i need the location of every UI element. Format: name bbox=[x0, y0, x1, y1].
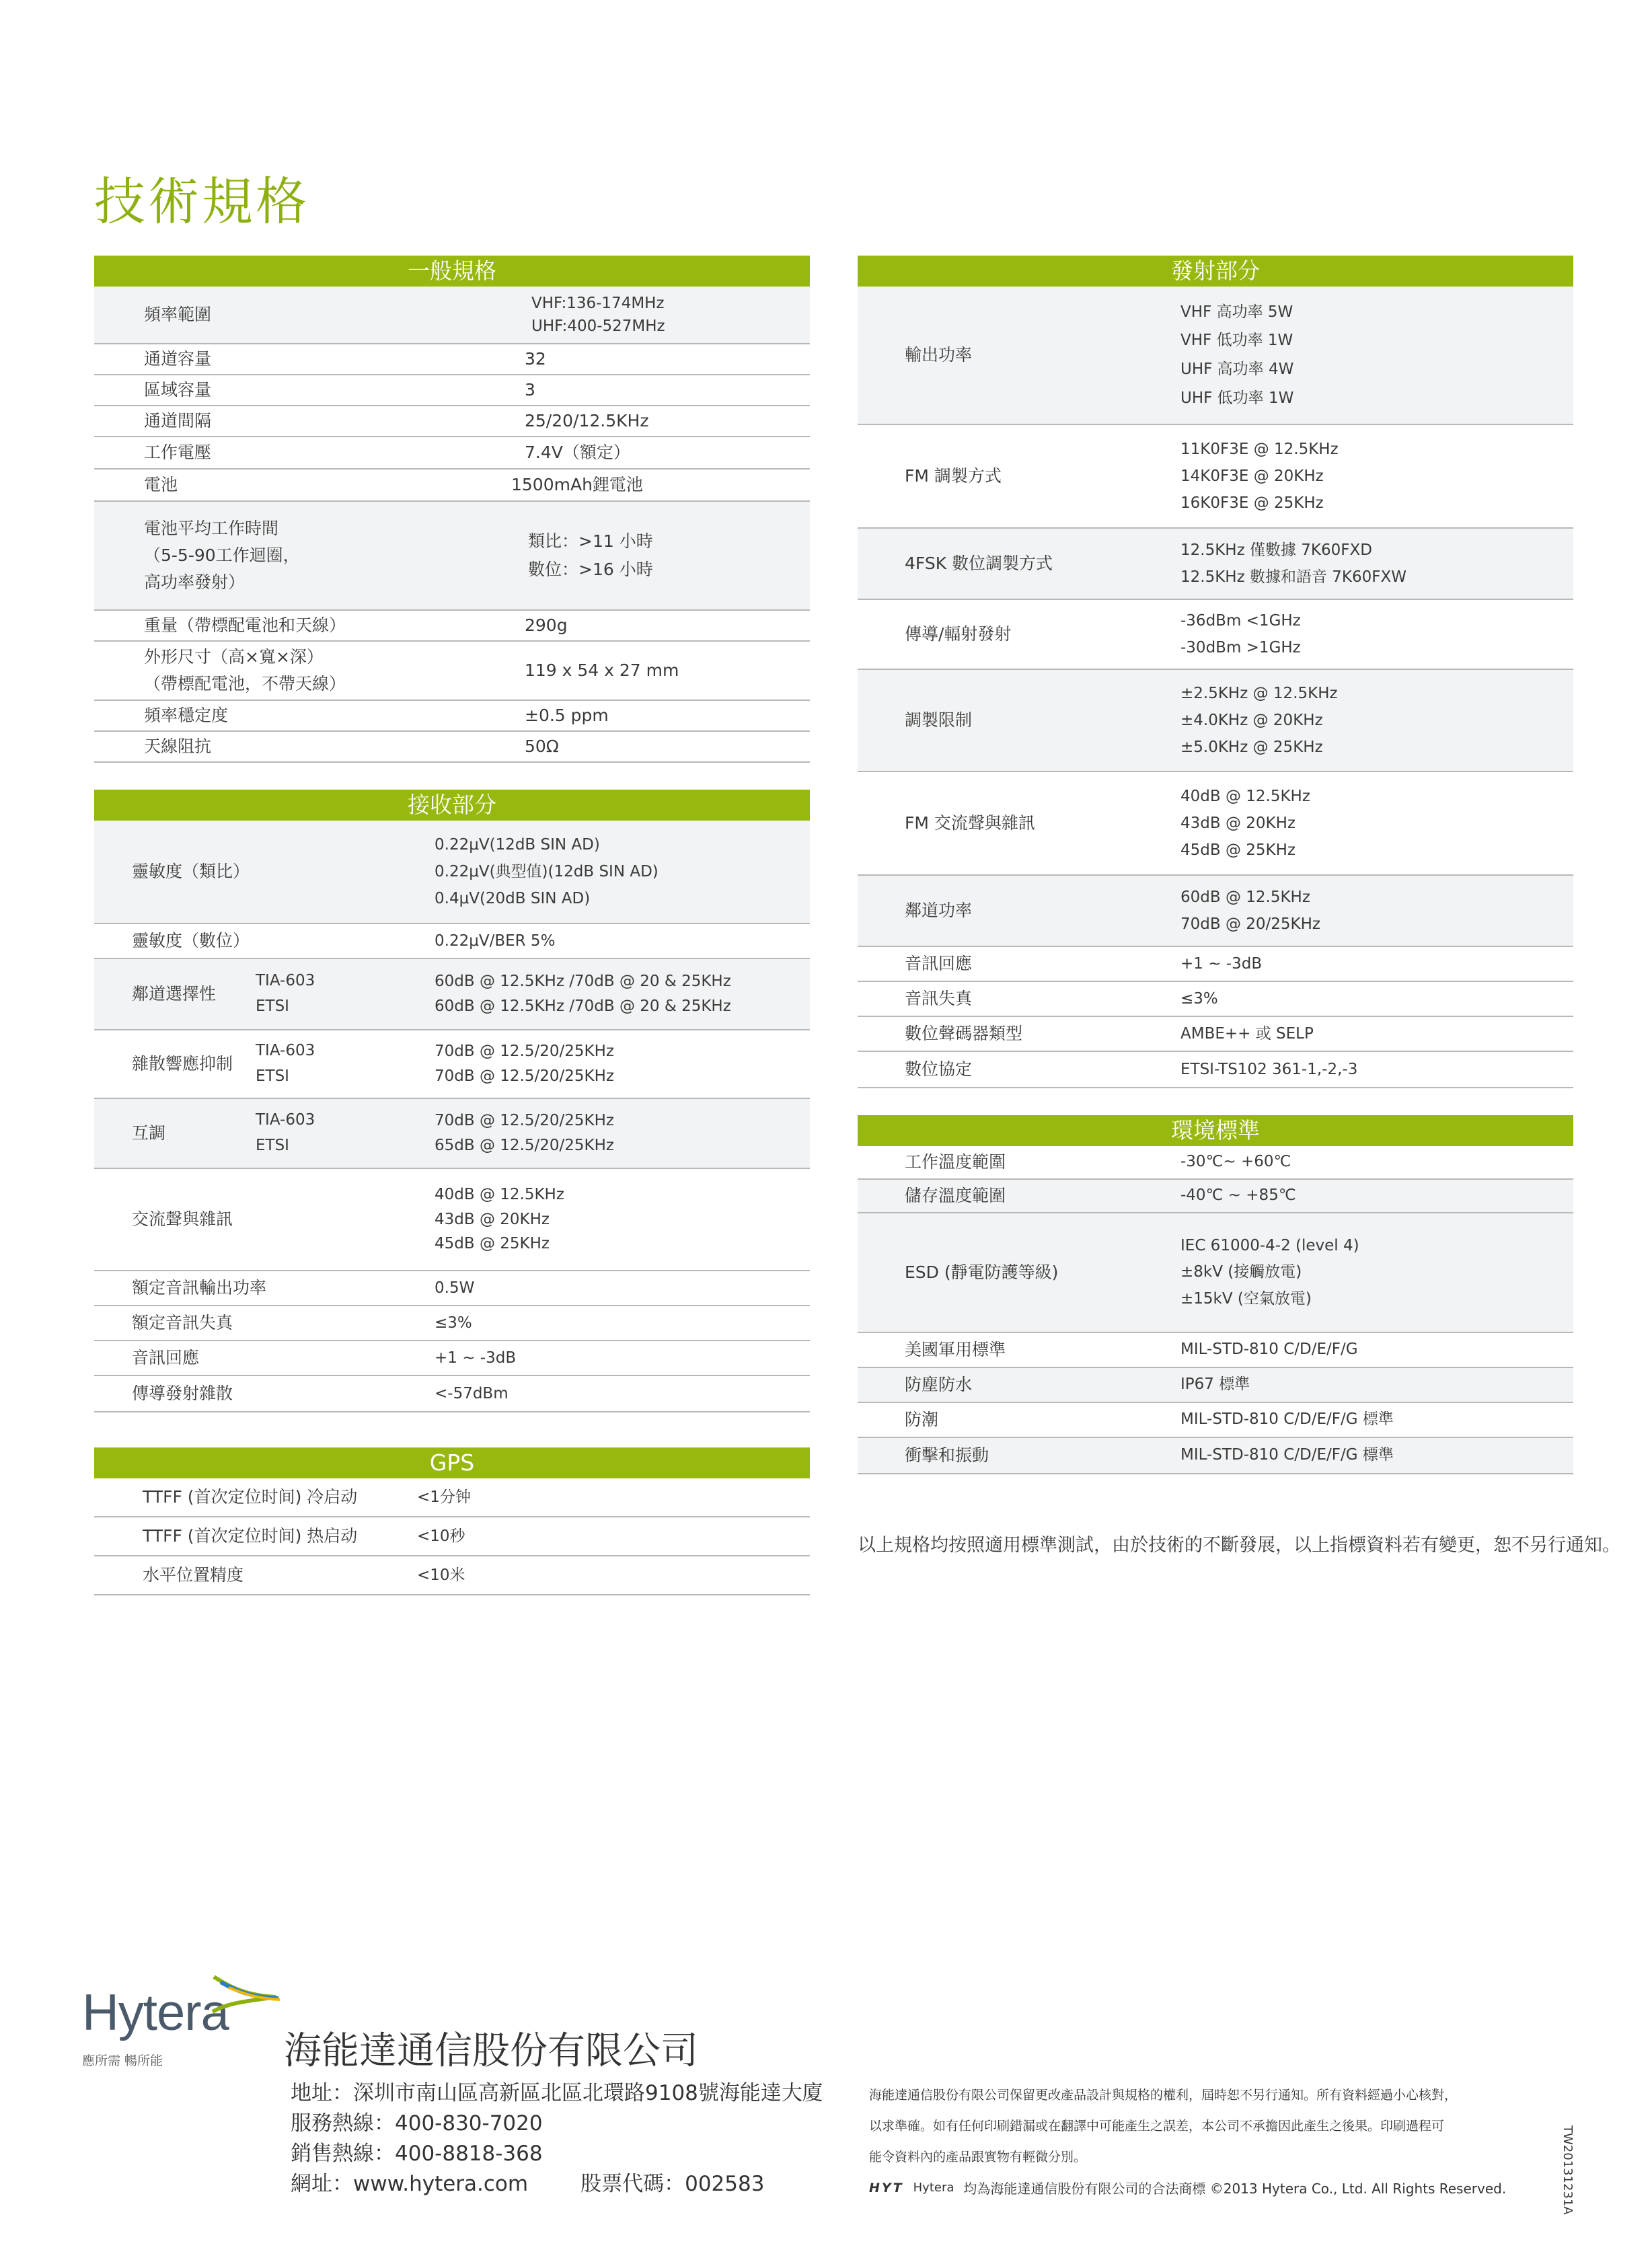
spec-label-line: 美國軍用標準 bbox=[905, 1340, 1006, 1359]
gps-spec-row bbox=[94, 1478, 810, 1517]
spec-values bbox=[435, 969, 731, 1019]
spec-label-line: 額定音訊輸出功率 bbox=[132, 1278, 267, 1297]
spec-label bbox=[858, 1056, 1180, 1083]
environment-spec-section bbox=[858, 1115, 1573, 1474]
brand-name: Hytera bbox=[82, 1984, 229, 2041]
spec-values bbox=[1180, 298, 1293, 412]
receiver-spec-row bbox=[94, 924, 810, 959]
service-hotline: 服務熱線：400-830-7020 bbox=[291, 2111, 543, 2136]
spec-value-line: VHF 低功率 1W bbox=[1180, 332, 1293, 350]
spec-values bbox=[435, 1276, 474, 1301]
sales-hotline: 銷售熱線：400-8818-368 bbox=[291, 2142, 543, 2166]
spec-label-line: 頻率穩定度 bbox=[144, 706, 229, 725]
receiver-spec-row bbox=[94, 1169, 810, 1271]
spec-value-line: 16K0F3E @ 25KHz bbox=[1180, 494, 1324, 513]
transmitter-spec-row bbox=[858, 982, 1573, 1017]
spec-value-line: 0.22μV/BER 5% bbox=[435, 932, 556, 950]
gps-spec-row bbox=[94, 1556, 810, 1595]
spec-value-line: 70dB @ 12.5/20/25KHz bbox=[435, 1043, 614, 1061]
spec-label-line: 傳導發射雜散 bbox=[132, 1384, 233, 1403]
trademark-line bbox=[869, 2178, 1506, 2197]
spec-values bbox=[417, 1485, 471, 1510]
spec-label-line: 工作電壓 bbox=[144, 443, 212, 462]
spec-label bbox=[94, 733, 525, 760]
transmitter-spec-row bbox=[858, 600, 1573, 670]
receiver-spec-row bbox=[94, 1376, 810, 1412]
spec-value-line: 7.4V（額定） bbox=[525, 442, 630, 462]
spec-label bbox=[94, 1120, 256, 1147]
legal-line-2: 以求準確。如有任何印刷錯漏或在翻譯中可能產生之誤差，本公司不承擔因此產生之後果。印刷過程可 bbox=[869, 2119, 1445, 2134]
stock-code: 股票代碼：002583 bbox=[580, 2172, 765, 2196]
website-line bbox=[291, 2169, 823, 2199]
disclaimer-note: 以上規格均按照適用標準測試，由於技術的不斷發展，以上指標資料若有變更，恕不另行通知。 bbox=[858, 1535, 1620, 1556]
transmitter-spec-section bbox=[858, 256, 1573, 1088]
spec-value-line: 11K0F3E @ 12.5KHz bbox=[1180, 440, 1339, 458]
spec-label-line: 音訊失真 bbox=[905, 989, 973, 1008]
spec-values bbox=[435, 1311, 472, 1336]
spec-label-line: 通道容量 bbox=[144, 349, 212, 369]
spec-label bbox=[858, 897, 1180, 924]
spec-values bbox=[435, 1182, 564, 1256]
spec-label-line: 數位協定 bbox=[905, 1059, 973, 1079]
environment-spec-row bbox=[858, 1403, 1573, 1438]
spec-values bbox=[1180, 1233, 1359, 1312]
transmitter-spec-row bbox=[858, 772, 1573, 876]
spec-label bbox=[94, 928, 256, 954]
spec-label-line: 額定音訊失真 bbox=[132, 1313, 233, 1332]
spec-label-line: 鄰道功率 bbox=[905, 901, 973, 920]
spec-value-line: 數位：>16 小時 bbox=[528, 560, 653, 579]
spec-label bbox=[858, 810, 1180, 837]
spec-values bbox=[1180, 950, 1262, 977]
spec-label-line: 儲存溫度範圍 bbox=[905, 1186, 1006, 1205]
spec-values bbox=[525, 376, 535, 405]
spec-value-line: 0.4μV(20dB SIN AD) bbox=[435, 890, 591, 908]
spec-value-line: 40dB @ 12.5KHz bbox=[1180, 787, 1310, 805]
spec-label-line: 音訊回應 bbox=[905, 954, 973, 973]
spec-value-line: 45dB @ 25KHz bbox=[435, 1235, 550, 1253]
gps-spec-section bbox=[94, 1447, 810, 1595]
logo-swoosh-icon bbox=[209, 1973, 283, 2020]
spec-label bbox=[94, 408, 525, 435]
transmitter-spec-row bbox=[858, 529, 1573, 600]
spec-value-line: 3 bbox=[525, 379, 535, 400]
spec-label bbox=[858, 1371, 1180, 1398]
spec-label bbox=[858, 463, 1180, 490]
spec-value-line: <10秒 bbox=[417, 1527, 465, 1545]
document-number: TW20131231A bbox=[1561, 2125, 1575, 2215]
spec-label bbox=[858, 1442, 1180, 1469]
spec-label-line: 靈敏度（類比） bbox=[132, 862, 250, 881]
transmitter-spec-header: 發射部分 bbox=[858, 256, 1573, 287]
general-spec-row bbox=[94, 469, 810, 502]
spec-value-line: 40dB @ 12.5KHz bbox=[435, 1185, 564, 1203]
spec-value-line: ≤3% bbox=[435, 1314, 472, 1332]
spec-label bbox=[94, 702, 525, 729]
spec-value-line: 60dB @ 12.5KHz /70dB @ 20 & 25KHz bbox=[435, 997, 731, 1015]
spec-label bbox=[94, 515, 528, 596]
page-title: 技術規格 bbox=[94, 172, 309, 231]
receiver-spec-row bbox=[94, 959, 810, 1030]
transmitter-spec-row bbox=[858, 1017, 1573, 1052]
spec-label-line: 通道間隔 bbox=[144, 411, 212, 430]
transmitter-spec-row bbox=[858, 425, 1573, 529]
spec-label bbox=[858, 950, 1180, 977]
receiver-spec-header: 接收部分 bbox=[94, 790, 810, 821]
spec-values bbox=[528, 527, 653, 584]
spec-values bbox=[435, 1382, 509, 1406]
spec-values bbox=[417, 1563, 465, 1588]
spec-label-line: FM 調製方式 bbox=[905, 466, 1002, 486]
spec-label-line: TTFF (首次定位时间) 热启动 bbox=[143, 1526, 358, 1546]
spec-label bbox=[94, 1523, 417, 1550]
spec-value-line: 43dB @ 20KHz bbox=[435, 1210, 550, 1228]
spec-label-line: FM 交流聲與雜訊 bbox=[905, 813, 1035, 833]
spec-value-line: 14K0F3E @ 20KHz bbox=[1180, 467, 1324, 485]
hyt-logo: HYT bbox=[869, 2180, 904, 2195]
spec-label-line: 衝擊和振動 bbox=[905, 1445, 989, 1465]
spec-label bbox=[94, 1345, 256, 1371]
spec-value-line: ±0.5 ppm bbox=[525, 705, 609, 725]
spec-label bbox=[94, 1484, 417, 1511]
spec-values bbox=[531, 292, 665, 338]
spec-values bbox=[525, 407, 648, 436]
spec-value-line: IEC 61000-4-2 (level 4) bbox=[1180, 1237, 1359, 1255]
gps-spec-header: GPS bbox=[94, 1447, 810, 1478]
spec-value-line: UHF 低功率 1W bbox=[1180, 389, 1294, 407]
spec-values bbox=[1180, 1020, 1314, 1047]
spec-value-line: 50Ω bbox=[525, 736, 559, 756]
spec-label bbox=[94, 1051, 256, 1078]
spec-label-line: 4FSK 數位調製方式 bbox=[905, 554, 1053, 573]
receiver-spec-section bbox=[94, 790, 810, 1412]
general-spec-row bbox=[94, 437, 810, 469]
transmitter-spec-row bbox=[858, 947, 1573, 982]
spec-value-line: 43dB @ 20KHz bbox=[1180, 814, 1296, 832]
spec-label-line: 傳導/輻射發射 bbox=[905, 624, 1012, 644]
spec-value-line: -30dBm >1GHz bbox=[1180, 639, 1301, 656]
transmitter-spec-row bbox=[858, 287, 1573, 425]
spec-label bbox=[858, 985, 1180, 1012]
spec-label-line: 水平位置精度 bbox=[143, 1565, 244, 1585]
receiver-spec-row bbox=[94, 1030, 810, 1099]
spec-values bbox=[1180, 537, 1406, 591]
spec-values bbox=[525, 656, 679, 685]
spec-values bbox=[1180, 1371, 1250, 1398]
spec-value-line: 類比：>11 小時 bbox=[528, 531, 653, 551]
brand-tagline: 應所需 暢所能 bbox=[82, 2053, 163, 2068]
environment-spec-row bbox=[858, 1146, 1573, 1180]
spec-label bbox=[94, 1380, 256, 1407]
spec-values bbox=[417, 1524, 465, 1549]
spec-value-line: +1 ~ -3dB bbox=[1180, 954, 1263, 973]
general-spec-row bbox=[94, 502, 810, 611]
spec-label-line: 區域容量 bbox=[144, 380, 212, 400]
spec-label bbox=[858, 1149, 1180, 1176]
spec-value-line: 1500mAh鋰電池 bbox=[511, 474, 643, 494]
spec-value-line: ±15kV (空氣放電) bbox=[1180, 1289, 1312, 1308]
spec-values bbox=[1180, 1149, 1291, 1175]
environment-spec-row bbox=[858, 1213, 1573, 1333]
spec-label bbox=[94, 377, 525, 404]
spec-value-line: 32 bbox=[525, 348, 546, 369]
spec-value-line: UHF 高功率 4W bbox=[1180, 361, 1294, 378]
hytera-logo bbox=[82, 1984, 229, 2068]
spec-value-line: MIL-STD-810 C/D/E/F/G 標準 bbox=[1180, 1410, 1394, 1429]
spec-value-line: ±5.0KHz @ 25KHz bbox=[1180, 739, 1323, 757]
spec-values bbox=[1180, 1056, 1357, 1083]
spec-value-line: ≤3% bbox=[1180, 989, 1218, 1008]
spec-label-line: 電池 bbox=[144, 475, 178, 494]
spec-standard-line: ETSI bbox=[256, 1137, 289, 1154]
spec-value-line: 70dB @ 12.5/20/25KHz bbox=[435, 1067, 614, 1085]
spec-standard-line: TIA-603 bbox=[256, 1042, 315, 1060]
company-name: 海能達通信股份有限公司 bbox=[284, 2029, 698, 2073]
environment-spec-row bbox=[858, 1180, 1573, 1213]
spec-label-line: 輸出功率 bbox=[905, 345, 973, 365]
spec-value-line: <1分钟 bbox=[417, 1488, 471, 1506]
spec-label-line: 重量（帶標配電池和天線） bbox=[144, 615, 346, 635]
spec-values bbox=[1180, 1336, 1358, 1363]
spec-standard bbox=[256, 1108, 435, 1159]
spec-label-line: 雜散響應抑制 bbox=[132, 1054, 233, 1073]
spec-value-line: 25/20/12.5KHz bbox=[525, 410, 649, 430]
spec-label bbox=[858, 342, 1180, 369]
spec-value-line: MIL-STD-810 C/D/E/F/G 標準 bbox=[1180, 1446, 1394, 1464]
spec-label bbox=[858, 1336, 1180, 1363]
spec-label bbox=[94, 346, 525, 373]
spec-standard-line: ETSI bbox=[256, 997, 289, 1015]
spec-values bbox=[435, 1346, 516, 1371]
address: 地址：深圳市南山區高新區北區北環路9108號海能達大廈 bbox=[291, 2081, 823, 2105]
spec-label-line: 電池平均工作時間 bbox=[144, 519, 279, 538]
general-spec-row bbox=[94, 406, 810, 437]
spec-label-line: 靈敏度（數位） bbox=[132, 931, 250, 950]
spec-label-line: TTFF (首次定位时间) 冷启动 bbox=[143, 1487, 358, 1507]
spec-value-line: VHF:136-174MHz bbox=[531, 294, 665, 312]
spec-values bbox=[525, 345, 546, 374]
spec-values bbox=[525, 611, 568, 640]
spec-value-line: -30℃~ +60℃ bbox=[1180, 1153, 1291, 1171]
spec-label-line: 音訊回應 bbox=[132, 1348, 200, 1367]
general-spec-row bbox=[94, 344, 810, 375]
spec-value-line: -40℃ ~ +85℃ bbox=[1180, 1186, 1296, 1205]
spec-label-line: 互調 bbox=[132, 1123, 166, 1143]
spec-label bbox=[94, 471, 511, 498]
left-column bbox=[94, 256, 810, 1595]
receiver-spec-row bbox=[94, 1341, 810, 1376]
general-spec-row bbox=[94, 287, 810, 344]
legal-line-3: 能令資料內的產品跟實物有輕微分別。 bbox=[869, 2150, 1087, 2164]
spec-value-line: 12.5KHz 僅數據 7K60FXD bbox=[1180, 541, 1372, 559]
spec-value-line: MIL-STD-810 C/D/E/F/G bbox=[1180, 1341, 1358, 1359]
spec-value-line: VHF 高功率 5W bbox=[1180, 303, 1293, 321]
spec-value-line: 0.22μV(12dB SIN AD) bbox=[435, 835, 600, 854]
spec-value-line: 290g bbox=[525, 615, 568, 635]
spec-value-line: 65dB @ 12.5/20/25KHz bbox=[435, 1137, 614, 1154]
spec-label-line: 防潮 bbox=[905, 1410, 939, 1429]
spec-values bbox=[435, 929, 555, 954]
spec-values bbox=[1180, 1182, 1296, 1209]
spec-value-line: +1 ~ -3dB bbox=[435, 1349, 517, 1367]
receiver-spec-row bbox=[94, 821, 810, 924]
spec-values bbox=[435, 831, 659, 913]
spec-values bbox=[1180, 1406, 1394, 1433]
spec-label bbox=[858, 621, 1180, 648]
spec-label-line: （帶標配電池，不帶天線） bbox=[144, 674, 346, 693]
spec-values bbox=[1180, 884, 1320, 938]
spec-label bbox=[94, 981, 256, 1008]
trademark-text: 均為海能達通信股份有限公司的合法商標 ©2013 Hytera Co., Ltd. All Rights Reserved. bbox=[963, 2181, 1507, 2197]
general-spec-row bbox=[94, 732, 810, 763]
spec-value-line: AMBE++ 或 SELP bbox=[1180, 1024, 1314, 1043]
spec-label bbox=[94, 1310, 256, 1336]
spec-values bbox=[1180, 680, 1338, 761]
spec-label bbox=[858, 707, 1180, 734]
spec-values bbox=[435, 1108, 614, 1158]
spec-standard-line: TIA-603 bbox=[256, 1111, 315, 1129]
spec-label bbox=[94, 1562, 417, 1589]
spec-value-line: ETSI-TS102 361-1,-2,-3 bbox=[1180, 1060, 1358, 1078]
spec-values bbox=[435, 1039, 614, 1089]
right-column bbox=[858, 256, 1573, 1474]
spec-values bbox=[511, 471, 643, 500]
general-spec-row bbox=[94, 701, 810, 732]
spec-values bbox=[525, 732, 559, 761]
transmitter-spec-row bbox=[858, 1052, 1573, 1088]
spec-label bbox=[858, 1406, 1180, 1433]
transmitter-spec-row bbox=[858, 670, 1573, 772]
website: 網址：www.hytera.com bbox=[291, 2172, 529, 2196]
spec-value-line: 60dB @ 12.5KHz bbox=[1180, 888, 1310, 906]
spec-standard-line: ETSI bbox=[256, 1067, 289, 1085]
spec-label-line: 工作溫度範圍 bbox=[905, 1152, 1006, 1172]
general-spec-row bbox=[94, 642, 810, 701]
spec-value-line: <10米 bbox=[417, 1566, 465, 1584]
receiver-spec-row bbox=[94, 1306, 810, 1341]
spec-value-line: 60dB @ 12.5KHz /70dB @ 20 & 25KHz bbox=[435, 973, 731, 991]
contact-info bbox=[291, 2078, 823, 2199]
spec-values bbox=[525, 702, 609, 730]
spec-value-line: 119 x 54 x 27 mm bbox=[525, 660, 679, 680]
spec-label-line: 交流聲與雜訊 bbox=[132, 1209, 233, 1229]
spec-label bbox=[94, 612, 525, 639]
spec-label bbox=[94, 1206, 256, 1233]
spec-label bbox=[858, 1020, 1180, 1047]
spec-label-line: 外形尺寸（高×寬×深） bbox=[144, 647, 324, 667]
spec-standard bbox=[256, 1039, 435, 1090]
spec-label bbox=[94, 644, 525, 697]
spec-values bbox=[1180, 1442, 1394, 1468]
spec-label bbox=[94, 439, 525, 466]
spec-values bbox=[1180, 436, 1339, 517]
spec-label bbox=[94, 858, 256, 885]
transmitter-spec-row bbox=[858, 876, 1573, 947]
spec-values bbox=[1180, 783, 1310, 864]
spec-label-line: 防塵防水 bbox=[905, 1375, 973, 1394]
spec-value-line: -36dBm <1GHz bbox=[1180, 611, 1301, 630]
spec-value-line: ±8kV (接觸放電) bbox=[1180, 1263, 1302, 1281]
general-spec-row bbox=[94, 611, 810, 642]
general-spec-header: 一般規格 bbox=[94, 256, 810, 287]
hytera-small-logo: Hytera bbox=[913, 2181, 954, 2195]
spec-label bbox=[858, 550, 1180, 577]
spec-value-line: IP67 標準 bbox=[1180, 1375, 1250, 1394]
spec-label-line: 頻率範圍 bbox=[144, 305, 212, 324]
spec-value-line: 12.5KHz 數據和語音 7K60FXW bbox=[1180, 568, 1406, 586]
spec-label bbox=[858, 1259, 1180, 1286]
spec-label-line: ESD (靜電防護等級) bbox=[905, 1262, 1059, 1282]
environment-spec-row bbox=[858, 1333, 1573, 1368]
spec-values bbox=[525, 439, 630, 467]
general-spec-section bbox=[94, 256, 810, 763]
spec-label-line: 高功率發射） bbox=[144, 572, 246, 592]
legal-line-1: 海能達通信股份有限公司保留更改產品設計與規格的權利，屆時恕不另行通知。所有資料經過小心核對， bbox=[869, 2088, 1458, 2103]
legal-text bbox=[869, 2080, 1457, 2173]
spec-value-line: 70dB @ 20/25KHz bbox=[1180, 915, 1320, 933]
spec-label bbox=[858, 1182, 1180, 1209]
spec-label bbox=[94, 1275, 267, 1301]
spec-value-line: ±2.5KHz @ 12.5KHz bbox=[1180, 684, 1338, 702]
general-spec-row bbox=[94, 375, 810, 406]
environment-spec-row bbox=[858, 1368, 1573, 1403]
environment-spec-header: 環境標準 bbox=[858, 1115, 1573, 1146]
spec-value-line: 0.5W bbox=[435, 1279, 475, 1297]
spec-value-line: 0.22μV(典型值)(12dB SIN AD) bbox=[435, 862, 659, 880]
gps-spec-row bbox=[94, 1517, 810, 1556]
spec-label-line: （5-5-90工作迴圈， bbox=[144, 545, 300, 565]
spec-value-line: 45dB @ 25KHz bbox=[1180, 841, 1296, 860]
spec-value-line: <-57dBm bbox=[435, 1384, 509, 1402]
spec-value-line: UHF:400-527MHz bbox=[531, 317, 665, 335]
spec-label-line: 調製限制 bbox=[905, 710, 973, 730]
spec-value-line: ±4.0KHz @ 20KHz bbox=[1180, 711, 1323, 729]
spec-value-line: 70dB @ 12.5/20/25KHz bbox=[435, 1112, 614, 1130]
spec-standard-line: TIA-603 bbox=[256, 972, 315, 990]
spec-label-line: 天線阻抗 bbox=[144, 737, 212, 756]
receiver-spec-row bbox=[94, 1271, 810, 1306]
spec-standard bbox=[256, 969, 435, 1020]
receiver-spec-row bbox=[94, 1099, 810, 1169]
spec-label bbox=[94, 301, 531, 328]
spec-values bbox=[1180, 985, 1218, 1012]
spec-values bbox=[1180, 607, 1301, 662]
environment-spec-row bbox=[858, 1438, 1573, 1474]
spec-label-line: 數位聲碼器類型 bbox=[905, 1024, 1023, 1043]
spec-label-line: 鄰道選擇性 bbox=[132, 984, 217, 1004]
